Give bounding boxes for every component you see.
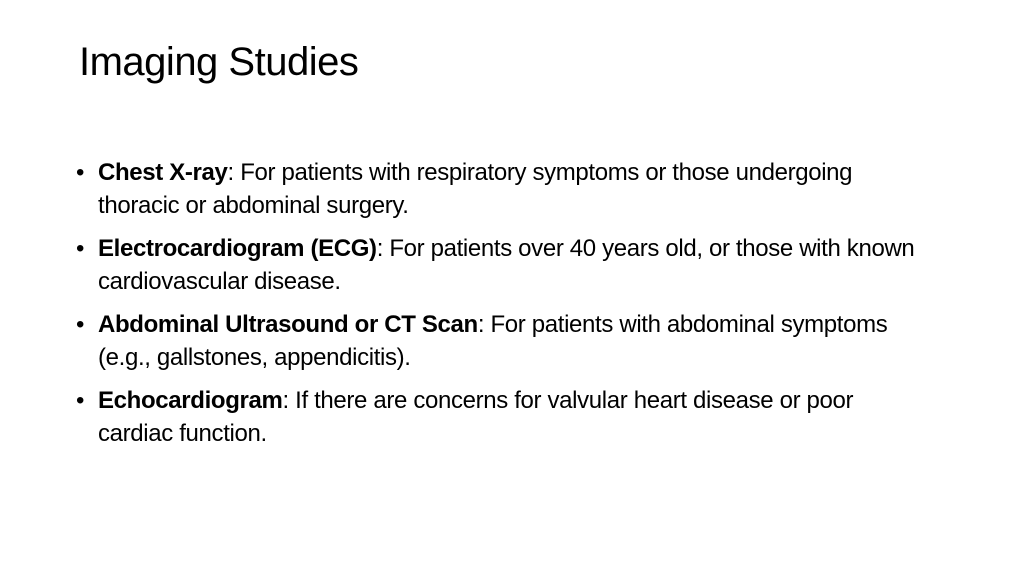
bullet-description: For patients with respiratory symptoms or those undergoing thoracic or abdominal surgery.: [98, 159, 853, 219]
slide-title: Imaging Studies: [79, 40, 359, 84]
bullet-separator: :: [227, 159, 234, 186]
bullet-item-ecg: [72, 232, 932, 298]
bullet-separator: :: [376, 235, 384, 262]
bullet-term: Abdominal Ultrasound or CT Scan: [98, 311, 478, 338]
bullet-description: If there are concerns for valvular heart disease or poor cardiac function.: [98, 387, 854, 447]
bullet-list: [72, 156, 932, 460]
bullet-description: For patients over 40 years old, or those with known cardiovascular disease.: [98, 235, 915, 295]
bullet-separator: :: [282, 387, 289, 414]
bullet-item-abdominal-imaging: [72, 308, 932, 374]
bullet-icon: •: [76, 235, 85, 262]
bullet-icon: •: [76, 159, 85, 186]
bullet-item-chest-xray: [72, 156, 932, 222]
bullet-icon: •: [76, 387, 85, 414]
bullet-item-echocardiogram: [72, 384, 932, 450]
bullet-term: Chest X-ray: [98, 159, 228, 186]
bullet-separator: :: [477, 311, 485, 338]
bullet-term: Electrocardiogram (ECG): [98, 235, 377, 262]
bullet-term: Echocardiogram: [98, 387, 283, 414]
bullet-icon: •: [76, 311, 85, 338]
bullet-description: For patients with abdominal symptoms (e.g., gallstones, appendicitis).: [98, 311, 888, 371]
